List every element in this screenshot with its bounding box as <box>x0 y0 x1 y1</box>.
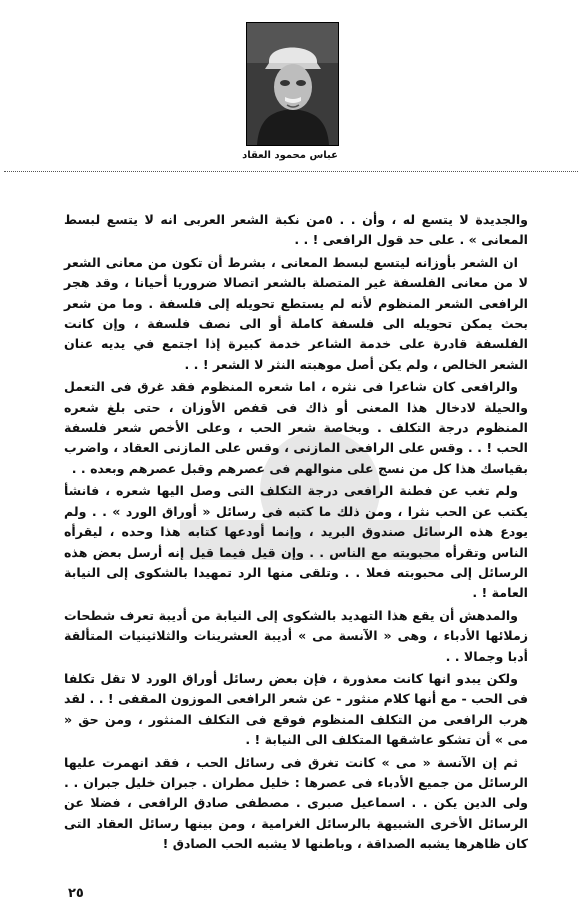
paragraph: والرافعى كان شاعرا فى نثره ، اما شعره المنظوم فقد غرق فى التعمل والحيلة لادخال هذا المعنى أو ذاك فى قفص الأوزان ، حتى بلغ شعره المنظوم درجة التكلف . وبخاصة شعر الحب ، وعلى الأخص شعر فلسفة الحب ! . . وقس على الرافعى المازنى ، وقس على المازنى العقاد ، واضرب بقياسك هذا كل من نسج على منوالهم فى عصرهم وقبل عصرهم وبعده . . <box>64 379 528 476</box>
paragraph: والجديدة لا يتسع له ، وأن . . ٥من نكبة الشعر العربى انه لا يتسع لبسط المعانى » . على حد قول الرافعى ! . . <box>64 212 528 248</box>
portrait-caption: عباس محمود العقاد <box>242 150 338 161</box>
paragraph: ثم إن الآنسة « مى » كانت تغرق فى رسائل الحب ، فقد انهمرت عليها الرسائل من جميع الأدباء فى عصرها : خليل مطران . جبران خليل جبران . . ولى الدين يكن . . اسماعيل صبرى . مصطفى صادق الرافعى ، فضلا عن الرسائل الأخرى الشبيهة بالرسائل الغرامية ، ومن بينها رسائل العقاد التى كان ظاهرها يشبه الصداقة ، وباطنها لا يشبه الحب الصادق ! <box>64 754 528 852</box>
portrait-photo-icon <box>247 23 338 145</box>
paragraph: والمدهش أن يقع هذا التهديد بالشكوى إلى النيابة من أديبة تعرف شطحات زملائها الأدباء ، وهى « الآنسة مى » أديبة العشرينات والثلاثينيات المتألقة أدبا وجمالا . . <box>64 607 528 664</box>
article-body <box>64 210 528 857</box>
page-number: ٢٥ <box>68 886 84 901</box>
paragraph: ولم تغب عن فطنة الرافعى درجة التكلف التى وصل اليها شعره ، فانشأ يكتب عن الحب نثرا ، ومن ذلك ما كتبه فى رسائل « أوراق الورد » . . ولم يودع هذه الرسائل صندوق البريد ، وإنما أودعها كتابه هذا وحده ، ليقرأه الناس وتقرأه محبوبته مع الناس . . وإن قيل فيما قيل إنه أرسل بعض هذه الرسائل إلى محبوبته فعلا . . وتلقى منها الرد تمهيدا بالشكوى إلى النيابة العامة ! . <box>64 483 528 601</box>
paragraph: ولكن يبدو انها كانت معذورة ، فإن بعض رسائل أوراق الورد لا تقل تكلفا فى الحب - مع أنها كلام منثور - عن شعر الرافعى الموزون المقفى ! . . لقد هرب الرافعى من التكلف المنظوم فوقع فى التكلف المنثور ، ومن حق « مى » أن تشكو عاشقها المتكلف الى النيابة ! . <box>64 670 528 748</box>
author-portrait <box>246 22 339 146</box>
divider <box>4 171 578 172</box>
paragraph: ان الشعر بأوزانه ليتسع لبسط المعانى ، بشرط أن تكون من معانى الشعر لا من معانى الفلسفة غير المتصلة بالشعر اتصالا ضروريا أحيانا ، وقد هجر الرافعى الشعر المنظوم لأنه لم يستطع تحويله إلى فلسفة . وما من شعر بحث يمكن تحويله الى فلسفة كاملة أو الى نصف فلسفة ، وإن كانت الفلسفة قادرة على خدمة الشاعر خدمة كبيرة إذا اجتمع في يديه عنان الشعر الخالص ، ولم يكن أصل موهبته النثر لا الشعر ! . . <box>64 254 528 372</box>
